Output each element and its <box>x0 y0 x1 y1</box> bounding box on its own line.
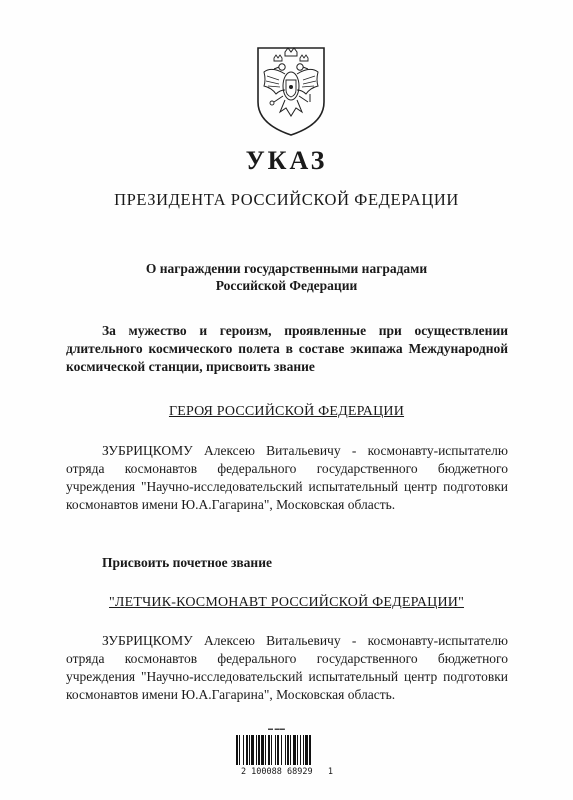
barcode-bar <box>265 735 266 765</box>
barcode-bar <box>258 735 260 765</box>
assign-label: Присвоить почетное звание <box>102 555 272 570</box>
barcode-bar <box>236 735 238 765</box>
barcode-bar <box>246 735 248 765</box>
decree-subject-line-2: Российской Федерации <box>215 278 358 293</box>
barcode <box>232 727 342 787</box>
barcode-bar <box>303 735 304 765</box>
barcode-bar <box>271 735 272 765</box>
recipient-paragraph-1: ЗУБРИЦКОМУ Алексею Витальевичу - космонавту-испытателю отряда космонавтов федерального государственного бюджетного учреждения "Научно-исследовательский испытательный центр подготовки космонавтов имени Ю.А.Гагарина", Московская область. <box>66 443 508 512</box>
decree-subject <box>0 260 573 294</box>
barcode-bar <box>287 735 289 765</box>
barcode-bar <box>249 735 250 765</box>
barcode-bar <box>239 735 240 765</box>
barcode-bar <box>297 735 298 765</box>
barcode-bar <box>300 735 301 765</box>
barcode-number: 2 100088 68929 1 <box>240 767 334 777</box>
award-title-hero: ГЕРОЯ РОССИЙСКОЙ ФЕДЕРАЦИИ <box>168 404 405 419</box>
barcode-bar <box>275 735 276 765</box>
barcode-bar <box>281 735 282 765</box>
document-title: УКАЗ <box>245 146 328 175</box>
barcode-bar <box>243 735 244 765</box>
barcode-caption-mark: ▬ ▬▬ <box>268 727 286 732</box>
barcode-bar <box>290 735 291 765</box>
award-title-pilot: "ЛЕТЧИК-КОСМОНАВТ РОССИЙСКОЙ ФЕДЕРАЦИИ" <box>109 595 464 610</box>
decree-subject-line-1: О награждении государственными наградами <box>145 261 428 276</box>
barcode-bar <box>251 735 254 765</box>
barcode-bar <box>256 735 257 765</box>
barcode-bar <box>309 735 311 765</box>
coat-of-arms-icon <box>252 44 330 138</box>
barcode-bar <box>305 735 308 765</box>
barcode-bar <box>268 735 270 765</box>
recipient-paragraph-2: ЗУБРИЦКОМУ Алексею Витальевичу - космонавту-испытателю отряда космонавтов федерального государственного бюджетного учреждения "Научно-исследовательский испытательный центр подготовки космонавтов имени Ю.А.Гагарина", Московская область. <box>66 633 508 702</box>
preamble-paragraph: За мужество и героизм, проявленные при осуществлении длительного космического полета в составе экипажа Международной космической станции, присвоить звание <box>66 323 508 374</box>
barcode-bar <box>285 735 286 765</box>
barcode-bar <box>261 735 264 765</box>
document-subtitle: ПРЕЗИДЕНТА РОССИЙСКОЙ ФЕДЕРАЦИИ <box>114 190 459 209</box>
barcode-bar <box>293 735 296 765</box>
barcode-bar <box>277 735 279 765</box>
barcode-bars-icon <box>236 735 336 765</box>
